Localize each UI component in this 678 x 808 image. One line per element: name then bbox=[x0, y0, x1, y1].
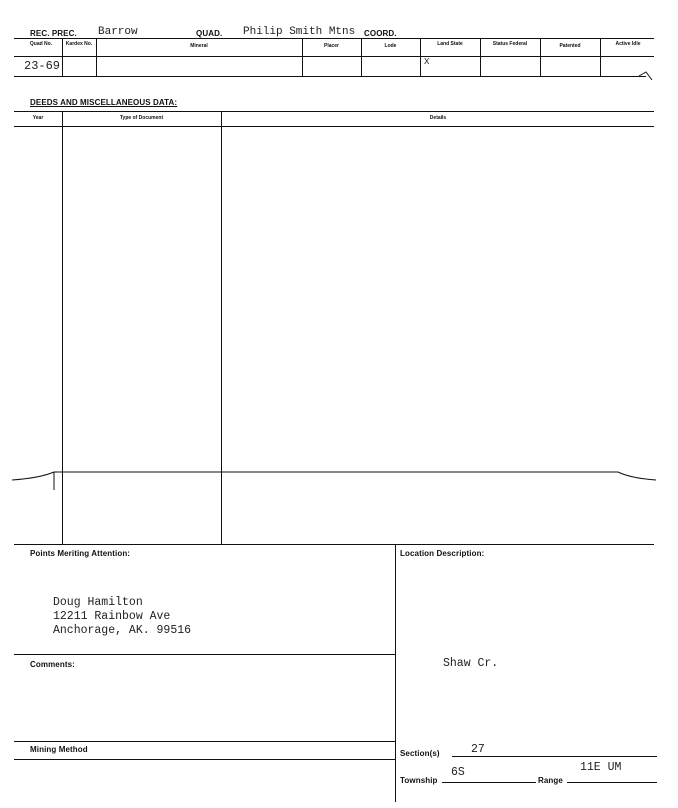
quad-label: QUAD. bbox=[196, 29, 223, 38]
comments-top-rule bbox=[14, 654, 395, 655]
township-label: Township bbox=[400, 776, 438, 785]
claims-col-divider-5 bbox=[420, 38, 421, 76]
mining-method-bottom-rule bbox=[14, 759, 395, 760]
col-header-mineral: Mineral bbox=[190, 43, 208, 49]
deeds-bottom-rule bbox=[14, 544, 654, 545]
col-header-lode: Lode bbox=[384, 43, 397, 49]
deeds-col-year: Year bbox=[32, 115, 44, 121]
comments-label: Comments: bbox=[30, 660, 75, 669]
township-underline bbox=[442, 782, 536, 783]
deeds-col-type: Type of Document bbox=[119, 115, 164, 121]
mining-method-top-rule bbox=[14, 741, 395, 742]
claims-table-top-rule bbox=[14, 38, 654, 39]
col-header-active-idle: Active Idle bbox=[615, 41, 641, 47]
section-value: 27 bbox=[471, 743, 485, 756]
quad-no-value: 23-69 bbox=[24, 59, 61, 73]
points-label: Points Meriting Attention: bbox=[30, 549, 131, 558]
col-header-land-state: Land State bbox=[437, 41, 463, 47]
lower-panel-divider bbox=[395, 544, 396, 802]
col-header-patented: Patented bbox=[559, 43, 581, 49]
township-value: 6S bbox=[451, 766, 465, 779]
col-header-quad-no: Quad No. bbox=[29, 41, 53, 47]
deeds-col-details: Details bbox=[429, 115, 447, 121]
deeds-section-title: DEEDS AND MISCELLANEOUS DATA: bbox=[30, 98, 178, 107]
range-underline bbox=[567, 782, 657, 783]
mining-method-label: Mining Method bbox=[30, 745, 88, 754]
points-line-2: 12211 Rainbow Ave bbox=[53, 610, 171, 623]
deeds-header-rule bbox=[14, 126, 654, 127]
claims-table-bottom-rule bbox=[14, 76, 646, 77]
rec-prec-label: REC. PREC. bbox=[30, 29, 77, 38]
location-value: Shaw Cr. bbox=[443, 657, 499, 670]
points-line-3: Anchorage, AK. 99516 bbox=[53, 624, 192, 637]
claims-col-divider-1 bbox=[62, 38, 63, 76]
page-seam-line bbox=[0, 466, 678, 490]
corner-check-mark bbox=[638, 66, 654, 82]
quad-value: Philip Smith Mtns bbox=[243, 26, 356, 38]
coord-label: COORD. bbox=[364, 29, 397, 38]
range-value: 11E UM bbox=[580, 761, 622, 774]
section-underline bbox=[452, 756, 657, 757]
range-label: Range bbox=[538, 776, 563, 785]
section-label: Section(s) bbox=[400, 749, 440, 758]
claims-col-divider-6 bbox=[480, 38, 481, 76]
col-header-status-federal: Status Federal bbox=[492, 41, 528, 47]
rec-prec-value: Barrow bbox=[98, 26, 138, 38]
col-header-placer: Placer bbox=[323, 43, 339, 49]
col-header-kardex-no: Kardex No. bbox=[65, 41, 93, 47]
location-label: Location Description: bbox=[400, 549, 485, 558]
points-line-1: Doug Hamilton bbox=[53, 596, 143, 609]
claims-table-header-rule bbox=[14, 56, 654, 57]
deeds-top-rule bbox=[14, 111, 654, 112]
land-state-value: X bbox=[424, 57, 430, 67]
claims-col-divider-8 bbox=[600, 38, 601, 76]
